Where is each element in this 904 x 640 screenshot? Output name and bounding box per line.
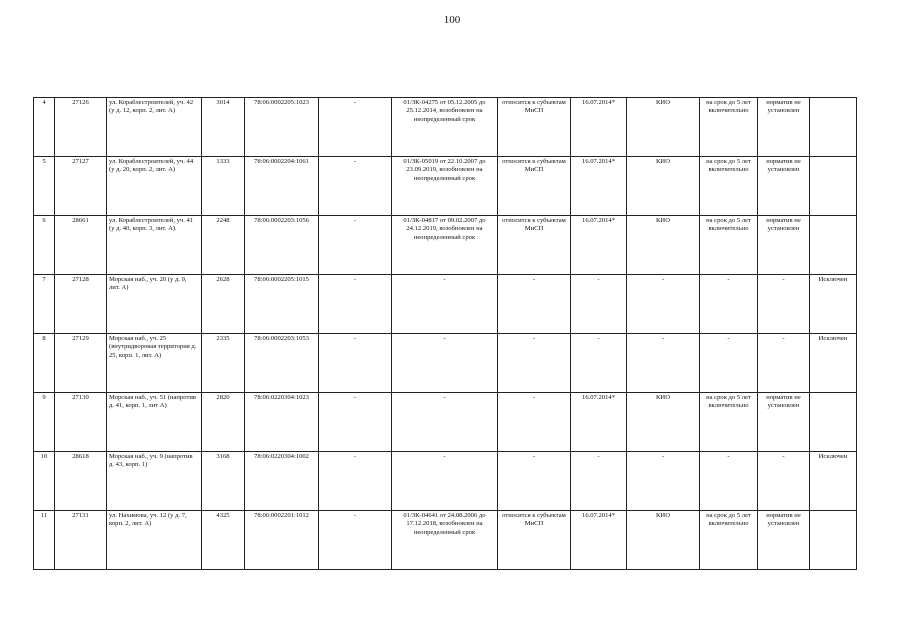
table-row (34, 511, 857, 570)
table-row (34, 452, 857, 511)
address-cell: Морская наб., уч. 20 (у д. 9, лит. А) (107, 275, 202, 334)
term-cell: - (700, 452, 758, 511)
category-cell: относится к субъектам МиСП (498, 157, 571, 216)
note-cell: Исключен (810, 334, 857, 393)
row-number-cell: 5 (34, 157, 55, 216)
term-cell: - (700, 334, 758, 393)
cadastre-number-cell: 78:06:0002205:1015 (245, 275, 319, 334)
row-number-cell: 7 (34, 275, 55, 334)
organization-cell: КИО (627, 157, 700, 216)
table-row (34, 393, 857, 452)
category-cell: - (498, 334, 571, 393)
date-cell: - (571, 275, 627, 334)
term-cell: - (700, 275, 758, 334)
note-cell: Исключен (810, 275, 857, 334)
dash-cell: - (319, 511, 392, 570)
address-cell: Морская наб., уч. 25 (внутридворовая территория д. 25, корп. 1, лит. А) (107, 334, 202, 393)
note-cell (810, 393, 857, 452)
registry-rows (34, 98, 857, 570)
organization-cell: - (627, 275, 700, 334)
norm-cell: норматив не установлен (758, 98, 810, 157)
address-cell: ул. Кораблестроителей, уч. 41 (у д. 40, корп. 3, лит. А). (107, 216, 202, 275)
cadastre-number-cell: 78:06:0002201:1012 (245, 511, 319, 570)
norm-cell: норматив не установлен (758, 157, 810, 216)
id-cell: 27126 (55, 98, 107, 157)
note-cell (810, 511, 857, 570)
category-cell: - (498, 393, 571, 452)
norm-cell: норматив не установлен (758, 216, 810, 275)
row-number-cell: 6 (34, 216, 55, 275)
row-number-cell: 9 (34, 393, 55, 452)
cadastre-number-cell: 78:06:0002203:1056 (245, 216, 319, 275)
norm-cell: - (758, 275, 810, 334)
cadastre-number-cell: 78:06:0220304:1002 (245, 452, 319, 511)
id-cell: 27130 (55, 393, 107, 452)
cadastre-number-cell: 78:06:0002205:1023 (245, 98, 319, 157)
area-cell: 2820 (202, 393, 245, 452)
term-cell: на срок до 5 лет включительно (700, 98, 758, 157)
id-cell: 27128 (55, 275, 107, 334)
category-cell: относится к субъектам МиСП (498, 216, 571, 275)
table-row (34, 334, 857, 393)
cadastre-number-cell: 78:06:0220304:1023 (245, 393, 319, 452)
page-number: 100 (443, 14, 461, 26)
cadastre-number-cell: 78:06:0002203:1053 (245, 334, 319, 393)
table-row (34, 98, 857, 157)
dash-cell: - (319, 452, 392, 511)
note-cell (810, 98, 857, 157)
dash-cell: - (319, 216, 392, 275)
date-cell: - (571, 334, 627, 393)
contract-cell: 01/ЗК-04275 от 05.12.2005 до 25.12.2014, возобновлен на неопределенный срок (392, 98, 498, 157)
dash-cell: - (319, 334, 392, 393)
norm-cell: - (758, 452, 810, 511)
table-row (34, 275, 857, 334)
area-cell: 3168 (202, 452, 245, 511)
category-cell: относится к субъектам МиСП (498, 98, 571, 157)
contract-cell: 01/ЗК-04817 от 09.02.2007 до 24.12.2019, возобновлен на неопределенный срок (392, 216, 498, 275)
contract-cell: - (392, 393, 498, 452)
category-cell: относится к субъектам МиСП (498, 511, 571, 570)
term-cell: на срок до 5 лет включительно (700, 393, 758, 452)
address-cell: ул. Кораблестроителей, уч. 42 (у д. 12, корп. 2, лит. А) (107, 98, 202, 157)
term-cell: на срок до 5 лет включительно (700, 216, 758, 275)
contract-cell: 01/ЗК-05019 от 22.10.2007 до 23.09.2019, возобновлен на неопределенный срок (392, 157, 498, 216)
date-cell: 16.07.2014* (571, 393, 627, 452)
term-cell: на срок до 5 лет включительно (700, 511, 758, 570)
table-row (34, 216, 857, 275)
dash-cell: - (319, 275, 392, 334)
date-cell: 16.07.2014* (571, 216, 627, 275)
contract-cell: - (392, 334, 498, 393)
registry-table (33, 97, 857, 570)
organization-cell: КИО (627, 216, 700, 275)
organization-cell: КИО (627, 98, 700, 157)
organization-cell: КИО (627, 511, 700, 570)
date-cell: 16.07.2014* (571, 98, 627, 157)
norm-cell: - (758, 334, 810, 393)
note-cell (810, 157, 857, 216)
area-cell: 3014 (202, 98, 245, 157)
date-cell: 16.07.2014* (571, 157, 627, 216)
organization-cell: - (627, 452, 700, 511)
contract-cell: 01/ЗК-04641 от 24.08.2006 до 17.12.2018, возобновлен на неопределенный срок (392, 511, 498, 570)
area-cell: 1333 (202, 157, 245, 216)
id-cell: 28661 (55, 216, 107, 275)
row-number-cell: 4 (34, 98, 55, 157)
row-number-cell: 10 (34, 452, 55, 511)
dash-cell: - (319, 393, 392, 452)
dash-cell: - (319, 157, 392, 216)
id-cell: 28618 (55, 452, 107, 511)
contract-cell: - (392, 275, 498, 334)
category-cell: - (498, 275, 571, 334)
dash-cell: - (319, 98, 392, 157)
address-cell: Морская наб., уч. 51 (напротив д. 41, корп. 1, лит А) (107, 393, 202, 452)
category-cell: - (498, 452, 571, 511)
table-row (34, 157, 857, 216)
note-cell (810, 216, 857, 275)
area-cell: 4325 (202, 511, 245, 570)
date-cell: - (571, 452, 627, 511)
date-cell: 16.07.2014* (571, 511, 627, 570)
area-cell: 2628 (202, 275, 245, 334)
norm-cell: норматив не установлен (758, 393, 810, 452)
term-cell: на срок до 5 лет включительно (700, 157, 758, 216)
address-cell: ул. Нахимова, уч. 12 (у д. 7, корп. 2, лит. А) (107, 511, 202, 570)
address-cell: ул. Кораблестроителей, уч. 44 (у д. 20, корп. 2, лит. А) (107, 157, 202, 216)
cadastre-number-cell: 78:06:0002204:1061 (245, 157, 319, 216)
organization-cell: - (627, 334, 700, 393)
row-number-cell: 11 (34, 511, 55, 570)
id-cell: 27131 (55, 511, 107, 570)
note-cell: Исключен (810, 452, 857, 511)
address-cell: Морская наб., уч. 9 (напротив д. 43, корп. 1) (107, 452, 202, 511)
row-number-cell: 8 (34, 334, 55, 393)
id-cell: 27127 (55, 157, 107, 216)
contract-cell: - (392, 452, 498, 511)
organization-cell: КИО (627, 393, 700, 452)
id-cell: 27129 (55, 334, 107, 393)
area-cell: 2248 (202, 216, 245, 275)
norm-cell: норматив не установлен (758, 511, 810, 570)
area-cell: 2335 (202, 334, 245, 393)
